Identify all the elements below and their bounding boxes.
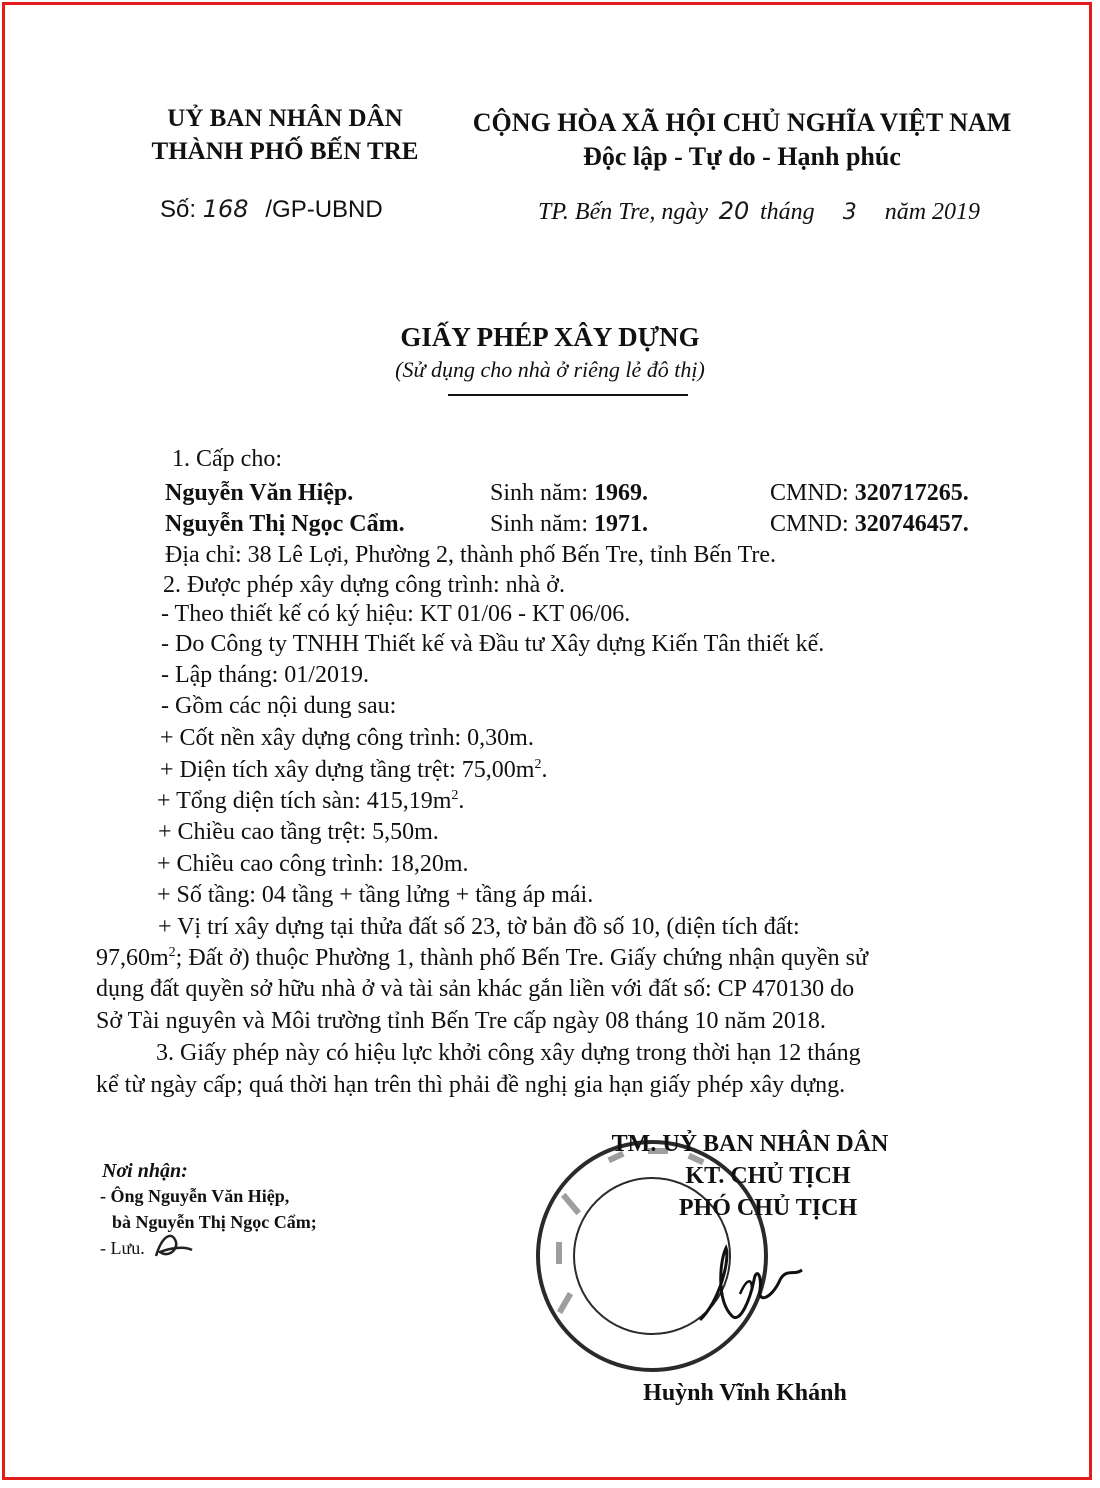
grantee-2-birth xyxy=(490,511,648,538)
title-underline xyxy=(448,394,688,396)
birth-year: 1969. xyxy=(594,480,649,506)
place-date xyxy=(538,197,980,226)
year-text: năm 2019 xyxy=(884,199,981,225)
id-number: 320717265. xyxy=(854,480,969,506)
doc-no-value: 168 xyxy=(202,195,249,223)
date-day: 20 xyxy=(718,197,750,225)
document-subtitle: (Sử dụng cho nhà ở riêng lẻ đô thị) xyxy=(395,357,705,382)
birth-year: 1971. xyxy=(594,511,649,537)
date-month: 3 xyxy=(842,200,857,225)
archive-initial-mark xyxy=(150,1226,196,1266)
id-number: 320746457. xyxy=(854,511,969,537)
section-3-line-2: kể từ ngày cấp; quá thời hạn trên thì phải đề nghị gia hạn giấy phép xây dựng. xyxy=(96,1072,846,1098)
grantee-1-birth xyxy=(490,480,648,507)
superscript-2: 2 xyxy=(168,945,176,960)
birth-label: Sinh năm: xyxy=(490,480,589,506)
grantee-1-name: Nguyễn Văn Hiệp. xyxy=(165,480,354,506)
document-number xyxy=(160,195,383,224)
recipient-archive: - Lưu. xyxy=(100,1238,145,1258)
item-ground-height: + Chiều cao tầng trệt: 5,50m. xyxy=(158,819,439,845)
designer: - Do Công ty TNHH Thiết kế và Đầu tư Xây dựng Kiến Tân thiết kế. xyxy=(161,631,825,657)
handwritten-signature xyxy=(680,1240,810,1340)
section-3-line-1: 3. Giấy phép này có hiệu lực khởi công xây dựng trong thời hạn 12 tháng xyxy=(156,1040,861,1066)
design-date: - Lập tháng: 01/2019. xyxy=(161,662,369,688)
recipient-2: bà Nguyễn Thị Ngọc Cẩm; xyxy=(112,1212,317,1232)
location-line-2-rest: ; Đất ở) thuộc Phường 1, thành phố Bến Tre. Giấy chứng nhận quyền sử xyxy=(175,945,869,971)
id-label: CMND: xyxy=(770,480,849,506)
period: . xyxy=(541,757,548,783)
item-ground-area xyxy=(160,757,547,784)
superscript-2: 2 xyxy=(534,757,542,772)
signature-title-3: PHÓ CHỦ TỊCH xyxy=(678,1195,858,1221)
document-title: GIẤY PHÉP XÂY DỰNG xyxy=(400,322,700,352)
design-code: - Theo thiết kế có ký hiệu: KT 01/06 - KT 06/06. xyxy=(161,601,631,627)
signature-block xyxy=(560,1128,940,1224)
ground-area-text: + Diện tích xây dựng tầng trệt: 75,00m xyxy=(160,757,535,783)
grantee-1-id xyxy=(770,480,969,507)
section-1-heading: 1. Cấp cho: xyxy=(172,446,282,472)
superscript-2: 2 xyxy=(451,788,459,803)
section-2-heading: 2. Được phép xây dựng công trình: nhà ở. xyxy=(163,572,565,598)
country-name: CỘNG HÒA XÃ HỘI CHỦ NGHĨA VIỆT NAM xyxy=(472,108,1012,137)
location-line-2 xyxy=(96,945,868,972)
doc-no-suffix: /GP-UBND xyxy=(265,196,383,223)
agency-line2: THÀNH PHỐ BẾN TRE xyxy=(151,138,419,165)
land-area: 97,60m xyxy=(96,945,169,971)
national-motto xyxy=(462,106,1022,174)
recipients-label: Nơi nhận: xyxy=(102,1160,188,1182)
birth-label: Sinh năm: xyxy=(490,511,589,537)
location-line-1: + Vị trí xây dựng tại thửa đất số 23, tờ bản đồ số 10, (diện tích đất: xyxy=(158,914,800,940)
item-total-area xyxy=(157,788,464,815)
doc-no-label: Số: xyxy=(160,196,197,223)
agency-name xyxy=(130,102,440,168)
period: . xyxy=(458,788,465,814)
signer-name: Huỳnh Vĩnh Khánh xyxy=(643,1380,847,1406)
motto: Độc lập - Tự do - Hạnh phúc xyxy=(583,142,901,171)
item-building-height: + Chiều cao công trình: 18,20m. xyxy=(157,851,469,877)
total-area-text: + Tổng diện tích sàn: 415,19m xyxy=(157,788,452,814)
signature-title-2: KT. CHỦ TỊCH xyxy=(685,1163,851,1189)
agency-line1: UỶ BAN NHÂN DÂN xyxy=(167,105,403,132)
place-date-prefix: TP. Bến Tre, ngày xyxy=(538,199,709,225)
item-floors: + Số tầng: 04 tầng + tầng lửng + tầng áp mái. xyxy=(157,882,594,908)
id-label: CMND: xyxy=(770,511,849,537)
signature-title-1: TM. UỶ BAN NHÂN DÂN xyxy=(611,1131,889,1157)
month-label: tháng xyxy=(760,199,815,225)
location-line-4: Sở Tài nguyên và Môi trường tỉnh Bến Tre cấp ngày 08 tháng 10 năm 2018. xyxy=(96,1008,826,1034)
recipient-1: - Ông Nguyễn Văn Hiệp, xyxy=(100,1186,290,1206)
grantee-2-name: Nguyễn Thị Ngọc Cẩm. xyxy=(165,511,405,537)
address: Địa chỉ: 38 Lê Lợi, Phường 2, thành phố Bến Tre, tỉnh Bến Tre. xyxy=(165,542,777,568)
item-base-level: + Cốt nền xây dựng công trình: 0,30m. xyxy=(160,725,534,751)
grantee-2-id xyxy=(770,511,969,538)
location-line-3: dụng đất quyền sở hữu nhà ở và tài sản khác gắn liền với đất số: CP 470130 do xyxy=(96,976,855,1002)
contents-heading: - Gồm các nội dung sau: xyxy=(161,693,397,719)
